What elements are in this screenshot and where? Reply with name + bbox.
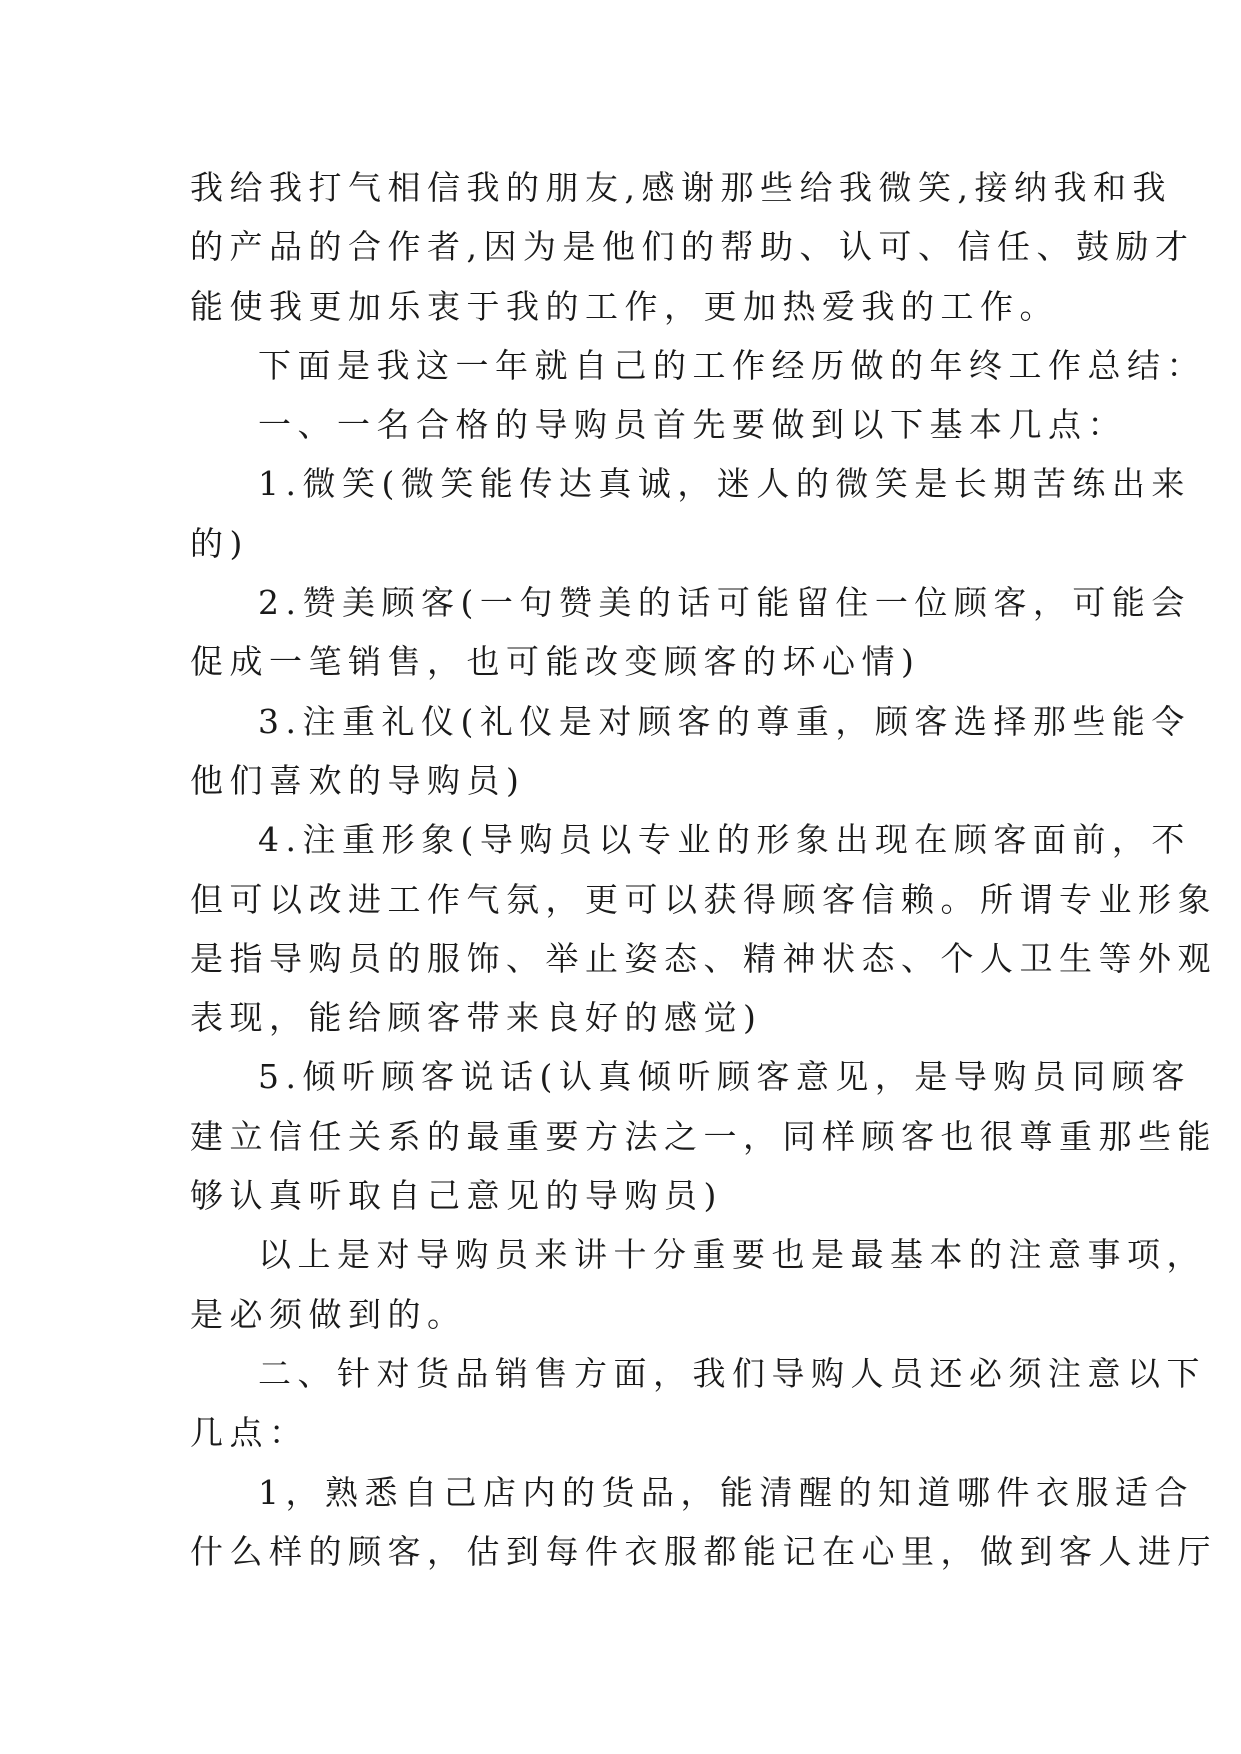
list-item-line: 是指导购员的服饰、举止姿态、精神状态、个人卫生等外观: [190, 938, 1217, 978]
list-item-line: 的): [190, 523, 249, 563]
text-line: 能使我更加乐衷于我的工作，更加热爱我的工作。: [190, 286, 1059, 326]
list-item-line: 表现，能给顾客带来良好的感觉): [190, 998, 763, 1038]
section-heading: 几点：: [190, 1413, 309, 1453]
section-heading: 二、针对货品销售方面，我们导购人员还必须注意以下: [258, 1353, 1206, 1393]
list-item-line: 2.赞美顾客(一句赞美的话可能留住一位顾客，可能会: [258, 583, 1191, 623]
list-item-line: 1，熟悉自己店内的货品，能清醒的知道哪件衣服适合: [258, 1472, 1194, 1512]
list-item-line: 建立信任关系的最重要方法之一，同样顾客也很尊重那些能: [190, 1116, 1217, 1156]
list-item-line: 他们喜欢的导购员): [190, 760, 526, 800]
text-line: 以上是对导购员来讲十分重要也是最基本的注意事项，: [258, 1235, 1206, 1275]
list-item-line: 促成一笔销售，也可能改变顾客的坏心情): [190, 642, 921, 682]
section-heading: 一、一名合格的导购员首先要做到以下基本几点：: [258, 405, 1127, 445]
text-line: 我给我打气相信我的朋友,感谢那些给我微笑,接纳我和我: [190, 168, 1172, 207]
list-item-line: 5.倾听顾客说话(认真倾听顾客意见，是导购员同顾客: [258, 1057, 1191, 1097]
list-item-line: 什么样的顾客，估到每件衣服都能记在心里，做到客人进厅: [190, 1531, 1217, 1571]
list-item-line: 3.注重礼仪(礼仪是对顾客的尊重，顾客选择那些能令: [258, 701, 1191, 741]
text-line: 是必须做到的。: [190, 1294, 467, 1334]
list-item-line: 1.微笑(微笑能传达真诚，迷人的微笑是长期苦练出来: [258, 464, 1191, 504]
list-item-line: 够认真听取自己意见的导购员): [190, 1176, 723, 1216]
text-line: 下面是我这一年就自己的工作经历做的年终工作总结：: [258, 345, 1206, 385]
document-body: [190, 158, 1217, 1581]
list-item-line: 4.注重形象(导购员以专业的形象出现在顾客面前，不: [258, 820, 1191, 860]
list-item-line: 但可以改进工作气氛，更可以获得顾客信赖。所谓专业形象: [190, 879, 1217, 919]
text-line: 的产品的合作者,因为是他们的帮助、认可、信任、鼓励才: [190, 227, 1195, 267]
